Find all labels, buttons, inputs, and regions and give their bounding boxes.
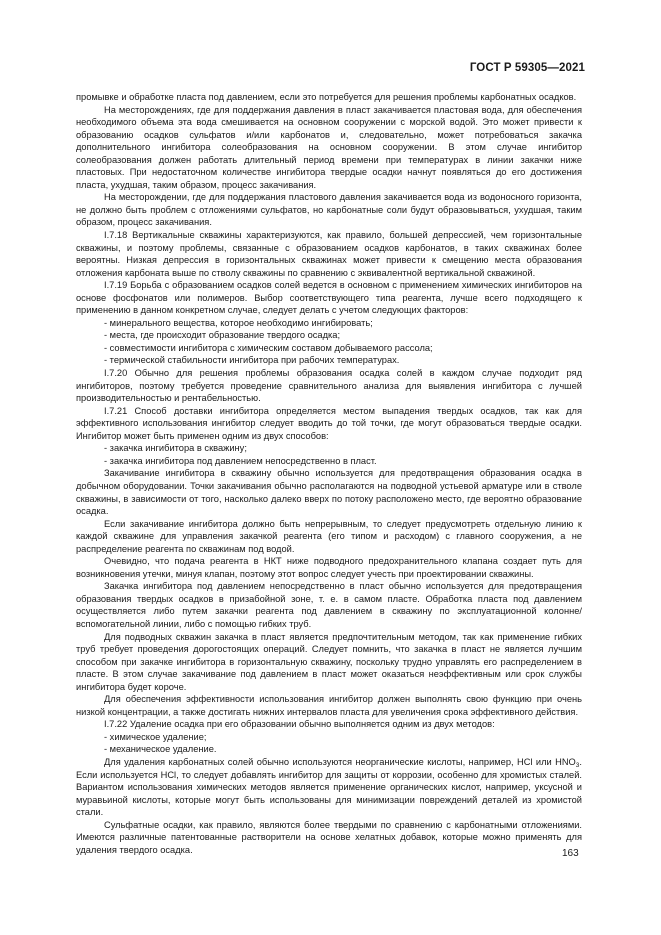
paragraph: Закачивание ингибитора в скважину обычно используется для предотвращения образования осадка в добычном оборудовании. Точки закачивания обычно располагаются на подводной устьевой арматуре или в стволе скважины, в зависимости от того, насколько далеко вверх по потоку расположено место, где вероятно образование осадка.	[76, 468, 582, 517]
paragraph: Если закачивание ингибитора должно быть непрерывным, то следует предусмотреть отдельную линию к каждой скважине для управления закачкой реагента (его типом и расходом) с главного сооружения, а не распределение реагента по скважинам под водой.	[76, 518, 582, 554]
list-item: - химическое удаление;	[104, 731, 207, 742]
paragraph	[76, 756, 582, 819]
paragraph: На месторождениях, где для поддержания давления в пласт закачивается пластовая вода, для обеспечения необходимого объема эта вода смешивается на основном сооружении с морской водой. Это может привести к образованию осадков сульфатов и/или карбонатов и, следовательно, может потребоваться закачка дополнительного ингибитора солеобразования на основном сооружении. В этом случае ингибитор солеобразования должен работать длительный период времени при температурах в линии закачки ниже пластовых. При недостаточном количестве ингибитора твердые осадки начнут появляться до его достижения пласта, ухудшая, таким образом, процесс закачивания.	[76, 104, 582, 190]
list-item: - закачка ингибитора в скважину;	[104, 443, 247, 454]
subscript: 3	[575, 761, 580, 769]
paragraph: Для подводных скважин закачка в пласт является предпочтительным методом, так как применение гибких труб требует проведения дорогостоящих операций. Следует помнить, что закачка в пласт не является лучшим способом при закачке ингибитора в горизонтальную скважину, поскольку трудно управлять его распределением в пласте. В этом случае закачивание под давлением в пласт может оказаться неэффективным или срок службы ингибитора будет короче.	[76, 631, 582, 692]
paragraph: На месторождении, где для поддержания пластового давления закачивается вода из водоносного горизонта, не должно быть проблем с отложениями сульфатов, но карбонатные соли будут образовываться, ухудшая, таким образом, процесс закачивания.	[76, 192, 582, 228]
paragraph: I.7.20 Обычно для решения проблемы образования осадка солей в каждом случае подходит ряд ингибиторов, поэтому требуется проведение сравнительного анализа для выявления ингибитора с лучшей производительностью и рентабельностью.	[76, 368, 582, 404]
list-item: - совместимости ингибитора с химическим составом добываемого рассола;	[104, 342, 433, 353]
paragraph-text: . Если используется HCl, то следует добавлять ингибитор для защиты от коррозии, особенно для хромистых сталей. Вариантом использования химических методов является применение органических кислот, например, уксусной и муравьиной кислоты, которые могут быть использованы для минимизации повреждений деталей из хромистой стали.	[76, 756, 582, 818]
list-item: - минерального вещества, которое необходимо ингибировать;	[104, 317, 373, 328]
paragraph: Очевидно, что подача реагента в НКТ ниже подводного предохранительного клапана создает путь для возникновения утечки, минуя клапан, поэтому этот вопрос следует учесть при проектировании скважины.	[76, 556, 582, 579]
standard-designation: ГОСТ Р 59305—2021	[469, 62, 585, 74]
paragraph: I.7.21 Способ доставки ингибитора определяется местом выпадения твердых осадков, так как для эффективного использования ингибитор следует вводить до той точки, где могут образоваться твердые осадки. Ингибитор может быть применен одним из двух способов:	[76, 405, 582, 441]
page-number: 163	[562, 848, 579, 859]
list-item: - места, где происходит образование твердого осадка;	[104, 330, 341, 341]
paragraph: Для обеспечения эффективности использования ингибитор должен выполнять свою функцию при очень низкой концентрации, а также достигать нижних интервалов пласта для увеличения срока эффективного действия.	[76, 694, 582, 717]
list-item: - термической стабильности ингибитора при рабочих температурах.	[104, 355, 400, 366]
paragraph: I.7.22 Удаление осадка при его образовании обычно выполняется одним из двух методов:	[104, 719, 495, 730]
paragraph: I.7.18 Вертикальные скважины характеризуются, как правило, большей депрессией, чем горизонтальные скважины, и поэтому проблемы, связанные с образованием осадков карбонатов, в таких скважинах более вероятны. Низкая депрессия в горизонтальных скважинах может привести к смещению места образования отложения карбоната выше по стволу скважины по сравнению с эквивалентной вертикальной скважиной.	[76, 230, 582, 278]
paragraph: Сульфатные осадки, как правило, являются более твердыми по сравнению с карбонатными отложениями. Имеются различные патентованные растворители на основе хелатных добавок, которые можно применять для удаления твердого осадка.	[76, 819, 582, 855]
document-body	[76, 91, 582, 856]
paragraph: I.7.19 Борьба с образованием осадков солей ведется в основном с применением химических ингибиторов на основе фосфонатов или полимеров. Выбор соответствующего типа реагента, лучше всего подходящего к применению в данном конкретном случае, следует делать с учетом следующих факторов:	[76, 280, 582, 316]
paragraph-text: Для удаления карбонатных солей обычно используются неорганические кислоты, например, HCl или HNO	[104, 756, 576, 767]
list-item: - закачка ингибитора под давлением непосредственно в пласт.	[104, 455, 377, 466]
paragraph: Закачка ингибитора под давлением непосредственно в пласт обычно используется для предотвращения образования твердых осадков в призабойной зоне, т. е. в самом пласте. Обработка пласта под давлением осуществляется либо путем закачки реагента под давлением в скважину по эксплуатационной колонне/вспомогательной линии, либо с помощью гибких труб.	[76, 581, 582, 629]
list-item: - механическое удаление.	[104, 744, 217, 755]
paragraph-continuation: промывке и обработке пласта под давлением, если это потребуется для решения проблемы карбонатных осадков.	[76, 92, 577, 102]
